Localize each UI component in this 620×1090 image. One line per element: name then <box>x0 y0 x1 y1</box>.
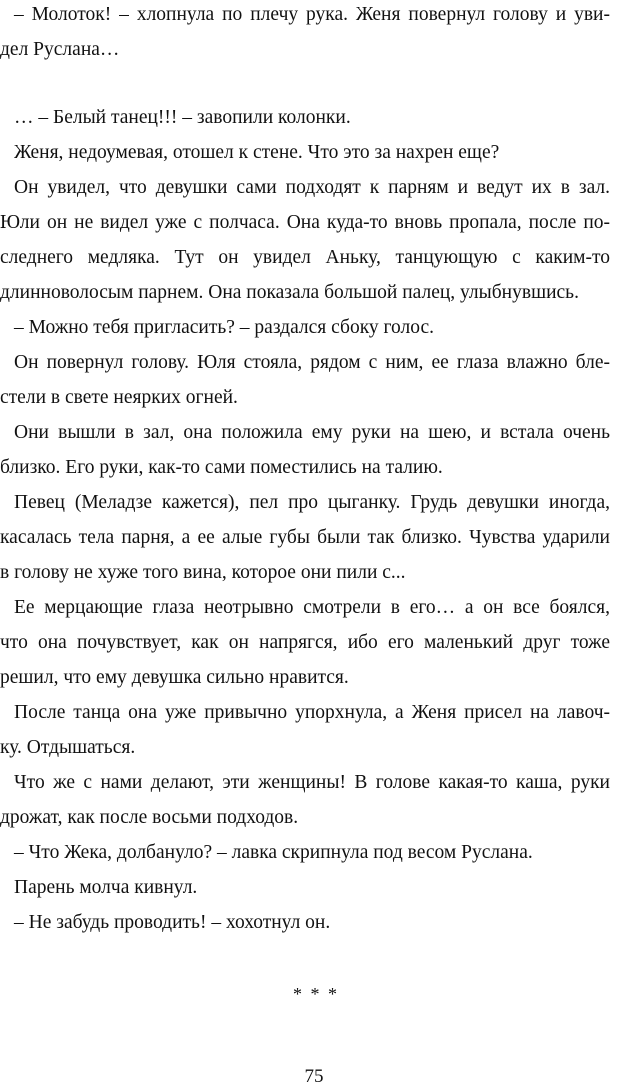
text-line: Он повернул голову. Юля стояла, рядом с ним, ее глаза влажно бле- <box>14 352 610 373</box>
text-line: что она почувствует, как он напрягся, ибо его маленький друг тоже <box>0 632 610 653</box>
text-line: … – Белый танец!!! – завопили колонки. <box>14 107 351 128</box>
text-line: – Не забудь проводить! – хохотнул он. <box>14 912 331 933</box>
text-line: длинноволосым парнем. Она показала большой палец, улыбнувшись. <box>0 282 579 303</box>
text-line: решил, что ему девушка сильно нравится. <box>0 667 349 688</box>
text-line: После танца она уже привычно упорхнула, а Женя присел на лавоч- <box>14 702 610 723</box>
text-line: дел Руслана… <box>0 39 120 60</box>
text-line: касалась тела парня, а ее алые губы были так близко. Чувства ударили <box>0 527 610 548</box>
text-line: Он увидел, что девушки сами подходят к парням и ведут их в зал. <box>14 177 610 198</box>
text-line: – Что Жека, долбануло? – лавка скрипнула под весом Руслана. <box>14 842 533 863</box>
text-line: ку. Отдышаться. <box>0 737 136 758</box>
text-line: Они вышли в зал, она положила ему руки на шею, и встала очень <box>14 422 610 443</box>
text-line: в голову не хуже того вина, которое они пили с... <box>0 562 406 583</box>
text-line: – Молоток! – хлопнула по плечу рука. Женя повернул голову и уви- <box>14 4 610 25</box>
page-number: 75 <box>304 1066 324 1087</box>
text-line: Женя, недоумевая, отошел к стене. Что это за нахрен еще? <box>14 142 500 163</box>
text-line: следнего медляка. Тут он увидел Аньку, танцующую с каким-то <box>0 247 610 268</box>
text-line: Певец (Меладзе кажется), пел про цыганку. Грудь девушки иногда, <box>14 492 610 513</box>
text-line: близко. Его руки, как-то сами поместились на талию. <box>0 457 443 478</box>
text-line: Что же с нами делают, эти женщины! В голове какая-то каша, руки <box>14 772 610 793</box>
text-line: Ее мерцающие глаза неотрывно смотрели в его… а он все боялся, <box>14 597 610 618</box>
text-line: Юли он не видел уже с полчаса. Она куда-то вновь пропала, после по- <box>0 212 610 233</box>
text-line: дрожат, как после восьми подходов. <box>0 807 299 828</box>
section-separator: * * * <box>293 984 339 1004</box>
text-line: Парень молча кивнул. <box>14 877 198 898</box>
text-line: стели в свете неярких огней. <box>0 387 238 408</box>
text-line: – Можно тебя пригласить? – раздался сбоку голос. <box>14 317 435 338</box>
